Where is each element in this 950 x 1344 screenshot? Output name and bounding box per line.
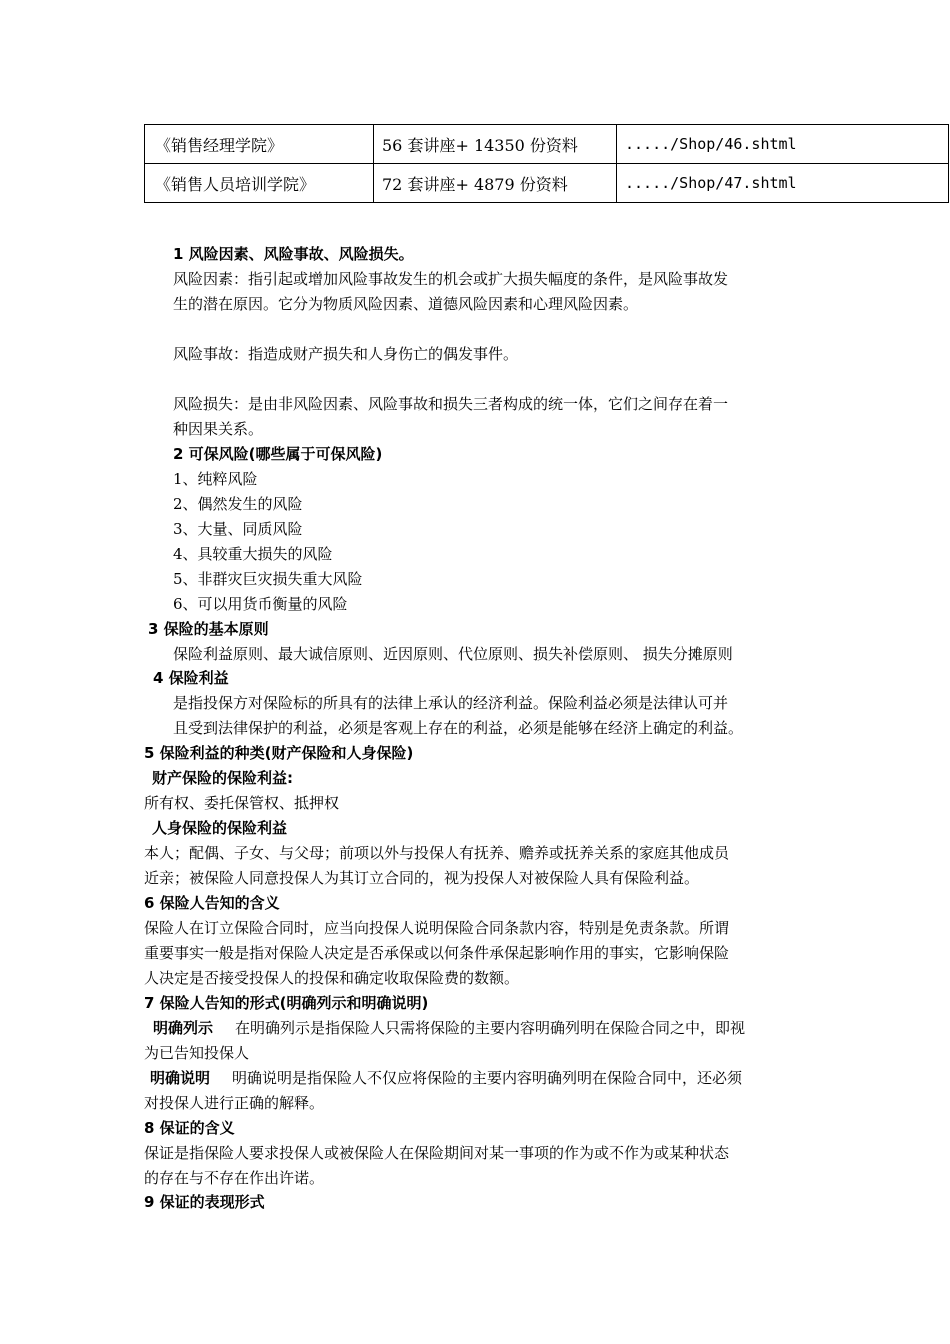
table-cell: 《销售人员培训学院》 xyxy=(145,164,374,203)
section-heading: 4 保险利益 xyxy=(153,669,229,687)
paragraph-line: 为已告知投保人 xyxy=(144,1044,250,1062)
resource-table xyxy=(144,124,949,203)
list-item: 4、具较重大损失的风险 xyxy=(173,545,333,563)
paragraph-line xyxy=(150,1066,742,1091)
table-row xyxy=(145,164,949,203)
paragraph-line: 风险因素：指引起或增加风险事故发生的机会或扩大损失幅度的条件，是风险事故发 xyxy=(173,270,729,288)
list-item: 2、偶然发生的风险 xyxy=(173,495,303,513)
section-heading: 1 风险因素、风险事故、风险损失。 xyxy=(173,245,414,263)
list-item: 6、可以用货币衡量的风险 xyxy=(173,595,348,613)
paragraph-line: 保险人在订立保险合同时，应当向投保人说明保险合同条款内容，特别是免责条款。所谓 xyxy=(144,919,730,937)
paragraph-line: 重要事实一般是指对保险人决定是否承保或以何条件承保起影响作用的事实，它影响保险 xyxy=(144,944,730,962)
paragraph-line: 种因果关系。 xyxy=(173,420,264,438)
section-heading: 8 保证的含义 xyxy=(144,1119,235,1137)
table-cell: 56 套讲座+ 14350 份资料 xyxy=(374,125,617,164)
table-row xyxy=(145,125,949,164)
paragraph-line: 所有权、委托保管权、抵押权 xyxy=(144,794,340,812)
paragraph-line: 的存在与不存在作出许诺。 xyxy=(144,1169,325,1187)
sub-heading: 财产保险的保险利益: xyxy=(152,769,293,787)
term-label: 明确说明 xyxy=(150,1069,211,1087)
paragraph-line: 近亲；被保险人同意投保人为其订立合同的，视为投保人对被保险人具有保险利益。 xyxy=(144,869,700,887)
list-item: 3、大量、同质风险 xyxy=(173,520,303,538)
section-heading: 3 保险的基本原则 xyxy=(148,620,269,638)
term-text: 在明确列示是指保险人只需将保险的主要内容明确列明在保险合同之中，即视 xyxy=(235,1019,746,1037)
section-heading: 5 保险利益的种类(财产保险和人身保险) xyxy=(144,744,414,762)
section-heading: 7 保险人告知的形式(明确列示和明确说明) xyxy=(144,994,429,1012)
table-cell-link: ...../Shop/46.shtml xyxy=(617,125,949,164)
list-item: 1、纯粹风险 xyxy=(173,470,258,488)
table-cell-link: ...../Shop/47.shtml xyxy=(617,164,949,203)
paragraph-line xyxy=(153,1016,745,1041)
table-cell: 72 套讲座+ 4879 份资料 xyxy=(374,164,617,203)
term-text: 明确说明是指保险人不仅应将保险的主要内容明确列明在保险合同中，还必须 xyxy=(232,1069,743,1087)
paragraph-line: 本人；配偶、子女、与父母；前项以外与投保人有抚养、赡养或抚养关系的家庭其他成员 xyxy=(144,844,730,862)
paragraph-line: 风险事故：指造成财产损失和人身伤亡的偶发事件。 xyxy=(173,345,519,363)
term-label: 明确列示 xyxy=(153,1019,214,1037)
section-heading: 9 保证的表现形式 xyxy=(144,1193,265,1211)
paragraph-line: 是指投保方对保险标的所具有的法律上承认的经济利益。保险利益必须是法律认可并 xyxy=(173,694,729,712)
table-cell: 《销售经理学院》 xyxy=(145,125,374,164)
paragraph-line: 保险利益原则、最大诚信原则、近因原则、代位原则、损失补偿原则、 损失分摊原则 xyxy=(173,645,733,663)
paragraph-line: 保证是指保险人要求投保人或被保险人在保险期间对某一事项的作为或不作为或某种状态 xyxy=(144,1144,730,1162)
list-item: 5、非群灾巨灾损失重大风险 xyxy=(173,570,363,588)
section-heading: 6 保险人告知的含义 xyxy=(144,894,280,912)
paragraph-line: 且受到法律保护的利益，必须是客观上存在的利益，必须是能够在经济上确定的利益。 xyxy=(173,719,744,737)
paragraph-line: 生的潜在原因。它分为物质风险因素、道德风险因素和心理风险因素。 xyxy=(173,295,639,313)
paragraph-line: 对投保人进行正确的解释。 xyxy=(144,1094,325,1112)
section-heading: 2 可保风险(哪些属于可保风险) xyxy=(173,445,383,463)
paragraph-line: 风险损失：是由非风险因素、风险事故和损失三者构成的统一体，它们之间存在着一 xyxy=(173,395,729,413)
sub-heading: 人身保险的保险利益 xyxy=(152,819,288,837)
paragraph-line: 人决定是否接受投保人的投保和确定收取保险费的数额。 xyxy=(144,969,520,987)
